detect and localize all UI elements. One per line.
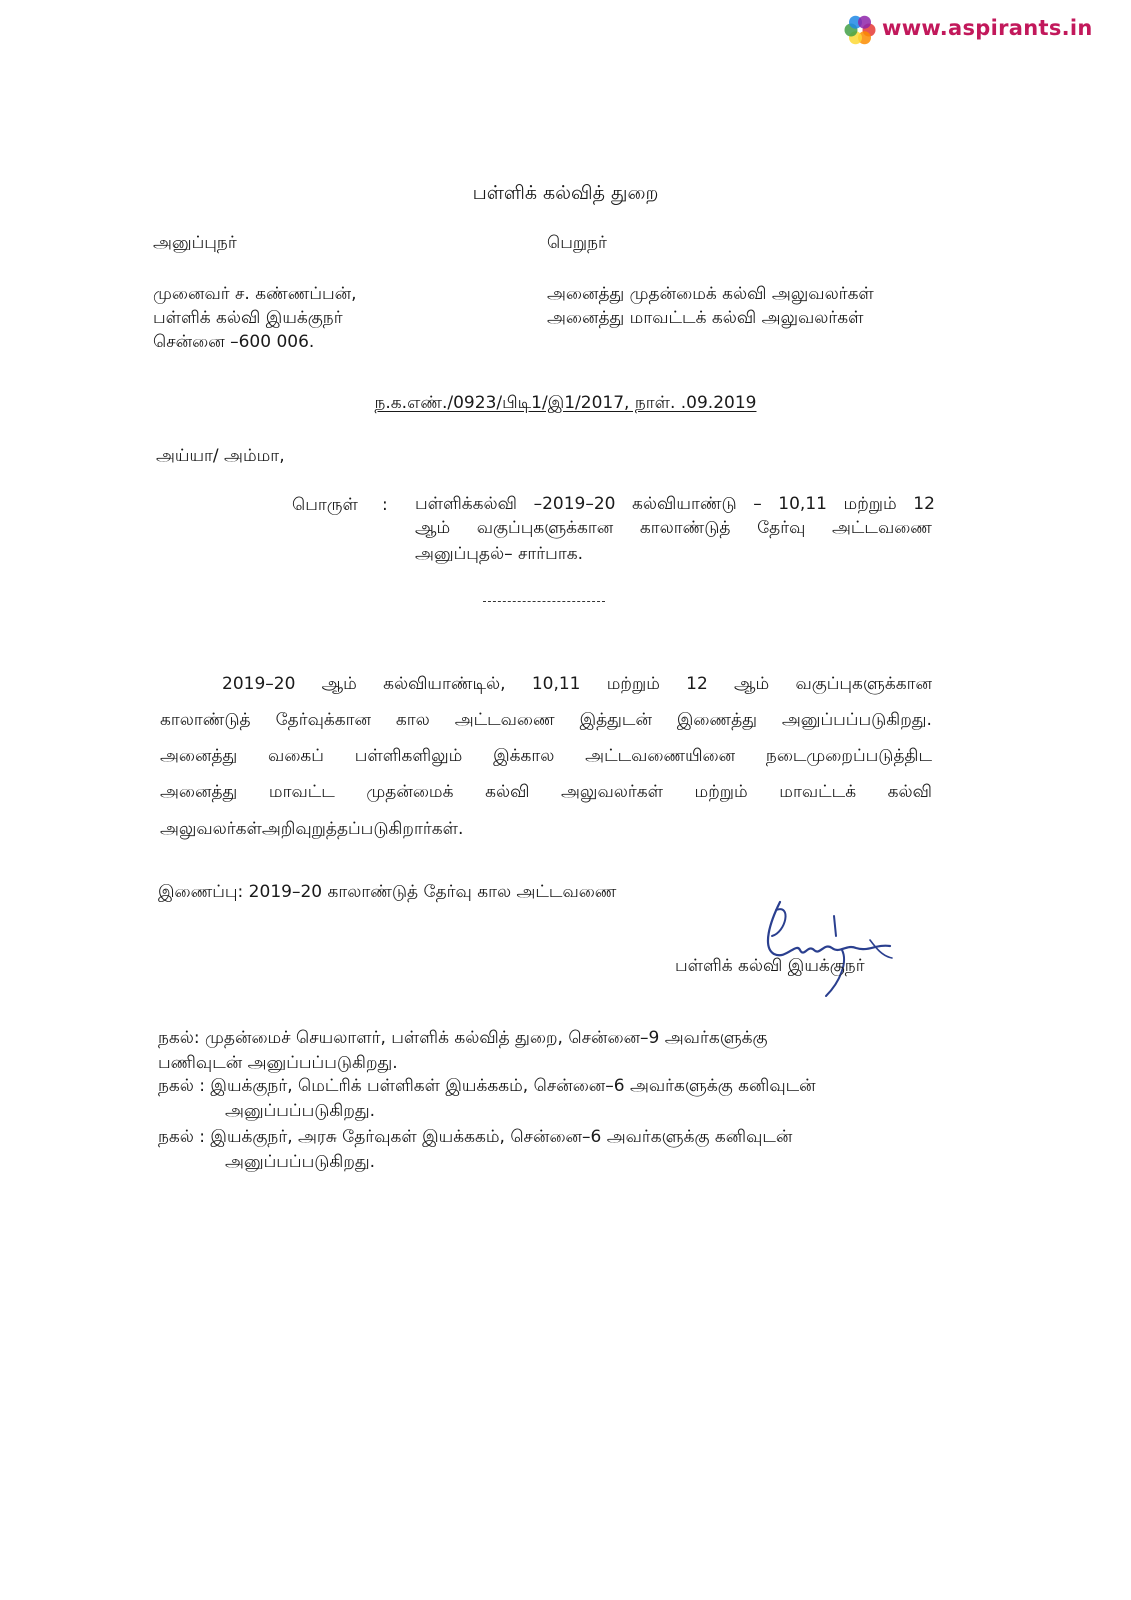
word: பள்ளிக்கல்வி xyxy=(415,494,517,514)
divider-line xyxy=(483,601,605,602)
word: முதன்மைக் xyxy=(366,782,454,802)
from-designation: பள்ளிக் கல்வி இயக்குநர் xyxy=(153,308,343,328)
logo-petal xyxy=(858,16,871,29)
reference-number xyxy=(0,393,1131,415)
body-line-1 xyxy=(222,674,932,696)
word: மாவட்டக் xyxy=(779,782,857,802)
flower-logo-icon xyxy=(842,12,878,48)
word: ஆம் xyxy=(734,674,770,694)
salutation: அய்யா/ அம்மா, xyxy=(156,446,285,466)
copy-1-line-1: நகல்: முதன்மைச் செயலாளர், பள்ளிக் கல்வித் துறை, சென்னை–9 அவர்களுக்கு xyxy=(158,1028,768,1048)
to-heading: பெறுநர் xyxy=(547,233,607,253)
word: அட்டவணை xyxy=(832,518,932,538)
word: கால xyxy=(395,710,430,730)
from-name: முனைவர் ச. கண்ணப்பன், xyxy=(153,284,357,304)
copy-1-line-2: பணிவுடன் அனுப்பப்படுகிறது. xyxy=(158,1053,398,1073)
signature-image xyxy=(752,892,902,1002)
copy-3-line-2: அனுப்பப்படுகிறது. xyxy=(225,1152,376,1172)
word: கல்வி xyxy=(887,782,932,802)
word: தேர்வுக்கான xyxy=(275,710,371,730)
word: இணைத்து xyxy=(676,710,757,730)
body-line-2 xyxy=(160,710,932,732)
word: 12 xyxy=(686,674,708,694)
word: வகைப் xyxy=(268,746,324,766)
word: நடைமுறைப்படுத்திட xyxy=(765,746,932,766)
subject-line-1 xyxy=(415,494,935,516)
word: அனைத்து xyxy=(160,782,238,802)
subject-line-3: அனுப்புதல்– சார்பாக. xyxy=(415,544,583,564)
word: காலாண்டுத் xyxy=(639,518,731,538)
word: 10,11 xyxy=(531,674,581,694)
word: காலாண்டுத் xyxy=(160,710,251,730)
word: மற்றும் xyxy=(694,782,748,802)
from-address: சென்னை –600 006. xyxy=(153,332,315,352)
word: ஆம் xyxy=(321,674,357,694)
enclosure: இணைப்பு: 2019–20 காலாண்டுத் தேர்வு கால அட்டவணை xyxy=(158,882,617,902)
word: அனைத்து xyxy=(160,746,238,766)
from-heading: அனுப்புநர் xyxy=(153,233,237,253)
word: 2019–20 xyxy=(222,674,296,694)
word: அட்டவணையினை xyxy=(585,746,736,766)
copy-3-line-1: நகல் : இயக்குநர், அரசு தேர்வுகள் இயக்ககம், சென்னை–6 அவர்களுக்கு கனிவுடன் xyxy=(158,1127,793,1147)
word: 10,11 xyxy=(778,494,827,514)
word: கல்வியாண்டு xyxy=(632,494,737,514)
body-line-3 xyxy=(160,746,932,768)
word: அலுவலர்கள் xyxy=(561,782,663,802)
word: –2019–20 xyxy=(533,494,616,514)
word: மற்றும் xyxy=(843,494,897,514)
word: இத்துடன் xyxy=(579,710,652,730)
word: தேர்வு xyxy=(757,518,806,538)
watermark-url: www.aspirants.in xyxy=(882,16,1093,40)
word: கல்வி xyxy=(485,782,530,802)
subject-line-2 xyxy=(415,518,932,540)
department-title: பள்ளிக் கல்வித் துறை xyxy=(472,182,659,204)
reference-text: ந.க.எண்./0923/பிடி1/இ1/2017, நாள். .09.2019 xyxy=(374,393,757,413)
body-line-5: அலுவலர்கள்அறிவுறுத்தப்படுகிறார்கள். xyxy=(160,819,464,839)
subject-label: பொருள் xyxy=(292,495,358,515)
copy-2-line-2: அனுப்பப்படுகிறது. xyxy=(225,1101,376,1121)
copy-2-line-1: நகல் : இயக்குநர், மெட்ரிக் பள்ளிகள் இயக்ககம், சென்னை–6 அவர்களுக்கு கனிவுடன் xyxy=(158,1076,816,1096)
word: பள்ளிகளிலும் xyxy=(354,746,463,766)
word: அனுப்பப்படுகிறது. xyxy=(781,710,932,730)
word: 12 xyxy=(913,494,935,514)
word: கல்வியாண்டில், xyxy=(383,674,506,694)
body-line-4 xyxy=(160,782,932,804)
watermark-logo xyxy=(842,8,1110,52)
word: – xyxy=(753,494,762,514)
word: அட்டவணை xyxy=(454,710,555,730)
word: மாவட்ட xyxy=(268,782,335,802)
word: வகுப்புகளுக்கான xyxy=(476,518,614,538)
word: மற்றும் xyxy=(606,674,660,694)
to-recipient-2: அனைத்து மாவட்டக் கல்வி அலுவலர்கள் xyxy=(547,308,864,328)
word: வகுப்புகளுக்கான xyxy=(795,674,932,694)
to-recipient-1: அனைத்து முதன்மைக் கல்வி அலுவலர்கள் xyxy=(547,284,874,304)
signatory-designation: பள்ளிக் கல்வி இயக்குநர் xyxy=(675,956,865,976)
word: ஆம் xyxy=(415,518,451,538)
word: இக்கால xyxy=(493,746,555,766)
subject-colon: : xyxy=(382,495,388,515)
